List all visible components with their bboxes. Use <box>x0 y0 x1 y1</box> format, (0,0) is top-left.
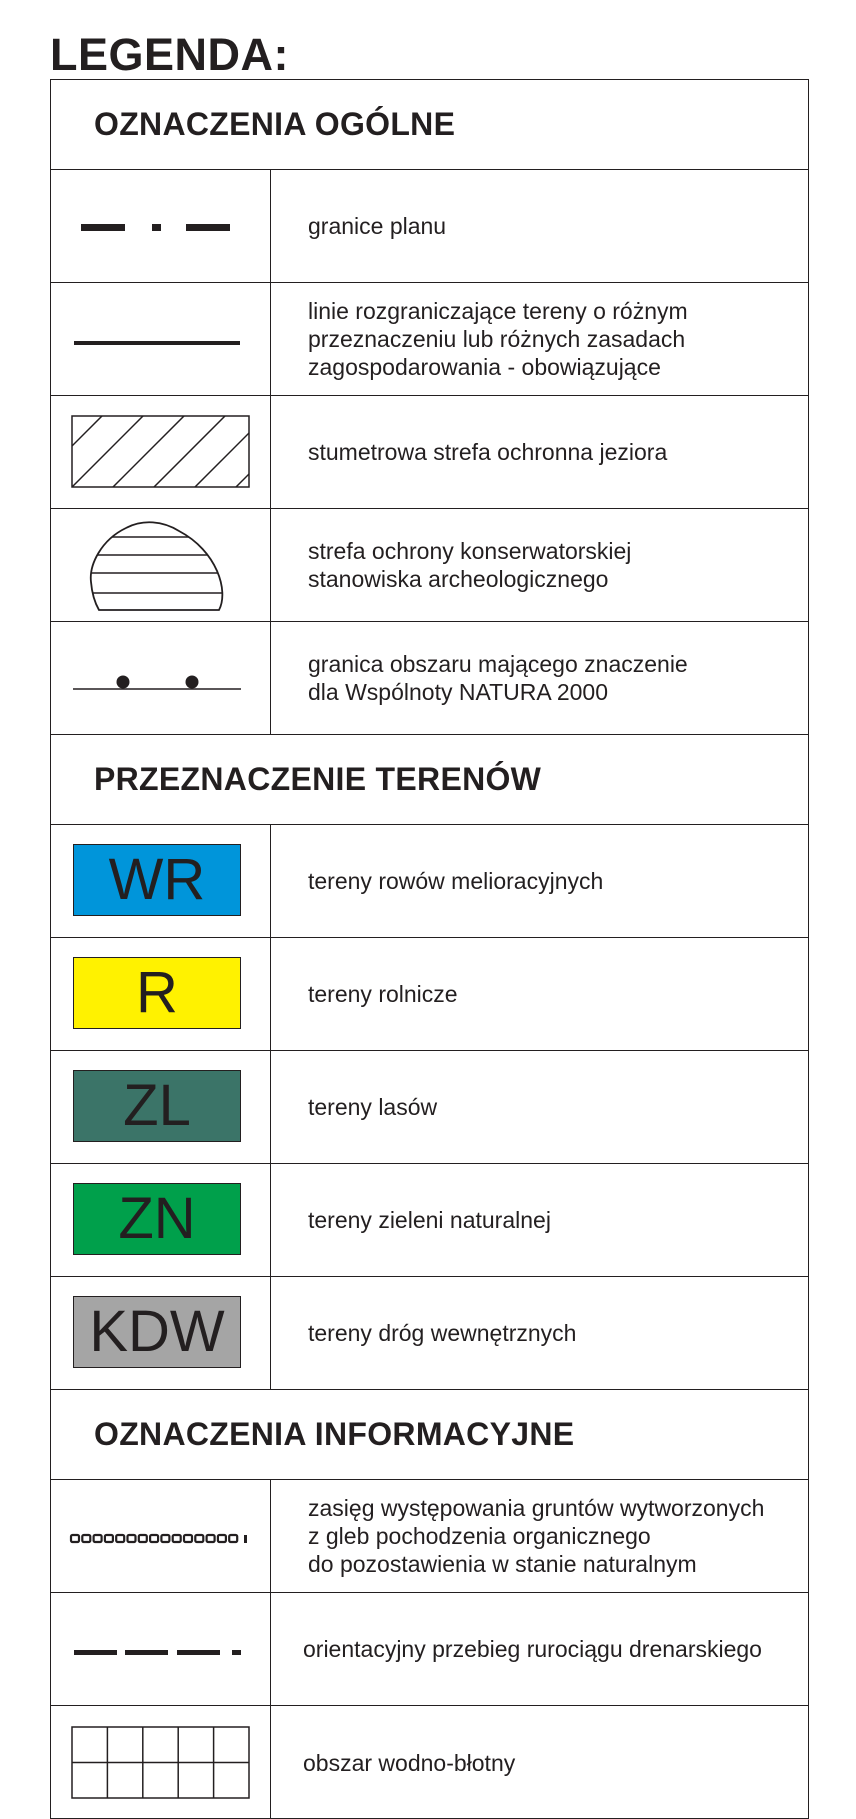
legend-row-dividing-lines <box>51 283 808 396</box>
description-line: linie rozgraniczające tereny o różnym <box>308 298 688 324</box>
section-header-land-use <box>51 735 808 825</box>
description-line: do pozostawienia w stanie naturalnym <box>308 1551 697 1577</box>
long-dash-line-icon <box>51 1593 271 1705</box>
legend-row-organic-soils <box>51 1480 808 1593</box>
land-use-code-zl: ZL <box>73 1070 241 1142</box>
section-title: PRZEZNACZENIE TERENÓW <box>94 761 542 797</box>
description-line: obszar wodno-błotny <box>303 1749 516 1776</box>
section-title: OZNACZENIA INFORMACYJNE <box>94 1416 575 1452</box>
description-line: stumetrowa strefa ochronna jeziora <box>308 439 668 465</box>
legend-row-natura-2000 <box>51 622 808 735</box>
hatched-rectangle-icon <box>51 396 271 508</box>
land-use-swatch-cell <box>51 938 271 1050</box>
section-title: OZNACZENIA OGÓLNE <box>94 106 456 142</box>
section-header-general <box>51 80 808 170</box>
chain-line-icon <box>51 1480 271 1592</box>
land-use-swatch-cell <box>51 1164 271 1276</box>
legend-row-plan-boundary <box>51 170 808 283</box>
dash-dot-line-icon <box>51 170 271 282</box>
legend-description <box>308 1277 808 1389</box>
description-line: strefa ochrony konserwatorskiej <box>308 538 632 564</box>
land-use-swatch-cell <box>51 1277 271 1389</box>
description-line: przeznaczeniu lub różnych zasadach <box>308 326 686 352</box>
legend-row-lake-zone <box>51 396 808 509</box>
legend-title: LEGENDA: <box>50 29 289 80</box>
description-line: dla Wspólnoty NATURA 2000 <box>308 679 608 705</box>
description-line: tereny rowów melioracyjnych <box>308 868 604 894</box>
description-line: stanowiska archeologicznego <box>308 566 609 592</box>
description-line: orientacyjny przebieg rurociągu drenarskiego <box>303 1636 762 1662</box>
description-line: granica obszaru mającego znaczenie <box>308 651 688 677</box>
description-line: z gleb pochodzenia organicznego <box>308 1523 651 1549</box>
solid-line-icon <box>51 283 271 395</box>
striped-dome-icon <box>51 509 271 621</box>
legend-row-kdw <box>51 1277 808 1390</box>
legend-row-wr <box>51 825 808 938</box>
description-line: tereny zieleni naturalnej <box>308 1207 551 1233</box>
description-line: tereny rolnicze <box>308 981 458 1007</box>
legend-row-r <box>51 938 808 1051</box>
legend-row-archaeological-zone <box>51 509 808 622</box>
legend-row-wetland <box>51 1706 808 1819</box>
description-line: granice planu <box>308 213 447 239</box>
section-header-info <box>51 1390 808 1480</box>
description-line: zagospodarowania - obowiązujące <box>308 354 661 380</box>
land-use-code-zn: ZN <box>73 1183 241 1255</box>
legend-description <box>308 509 808 621</box>
land-use-swatch-cell <box>51 1051 271 1163</box>
legend-description <box>303 1706 808 1819</box>
legend-description <box>308 1164 808 1276</box>
land-use-code-kdw: KDW <box>73 1296 241 1368</box>
land-use-swatch-cell <box>51 825 271 937</box>
legend-description <box>308 1051 808 1163</box>
description-line: tereny lasów <box>308 1094 438 1120</box>
description-line: tereny dróg wewnętrznych <box>308 1320 577 1346</box>
description-line: zasięg występowania gruntów wytworzonych <box>308 1495 765 1521</box>
legend-row-zl <box>51 1051 808 1164</box>
legend-description <box>308 283 808 395</box>
legend-table <box>50 79 809 1819</box>
land-use-code-r: R <box>73 957 241 1029</box>
dotted-line-icon <box>51 622 271 734</box>
legend-row-drainage-pipe <box>51 1593 808 1706</box>
legend-description <box>308 170 808 282</box>
land-use-code-wr: WR <box>73 844 241 916</box>
grid-rectangle-icon <box>51 1706 271 1819</box>
legend-description <box>308 825 808 937</box>
legend-description <box>308 938 808 1050</box>
legend-description <box>308 1480 808 1592</box>
legend-row-zn <box>51 1164 808 1277</box>
legend-description <box>308 396 808 508</box>
legend-description <box>303 1593 808 1705</box>
legend-description <box>308 622 808 734</box>
